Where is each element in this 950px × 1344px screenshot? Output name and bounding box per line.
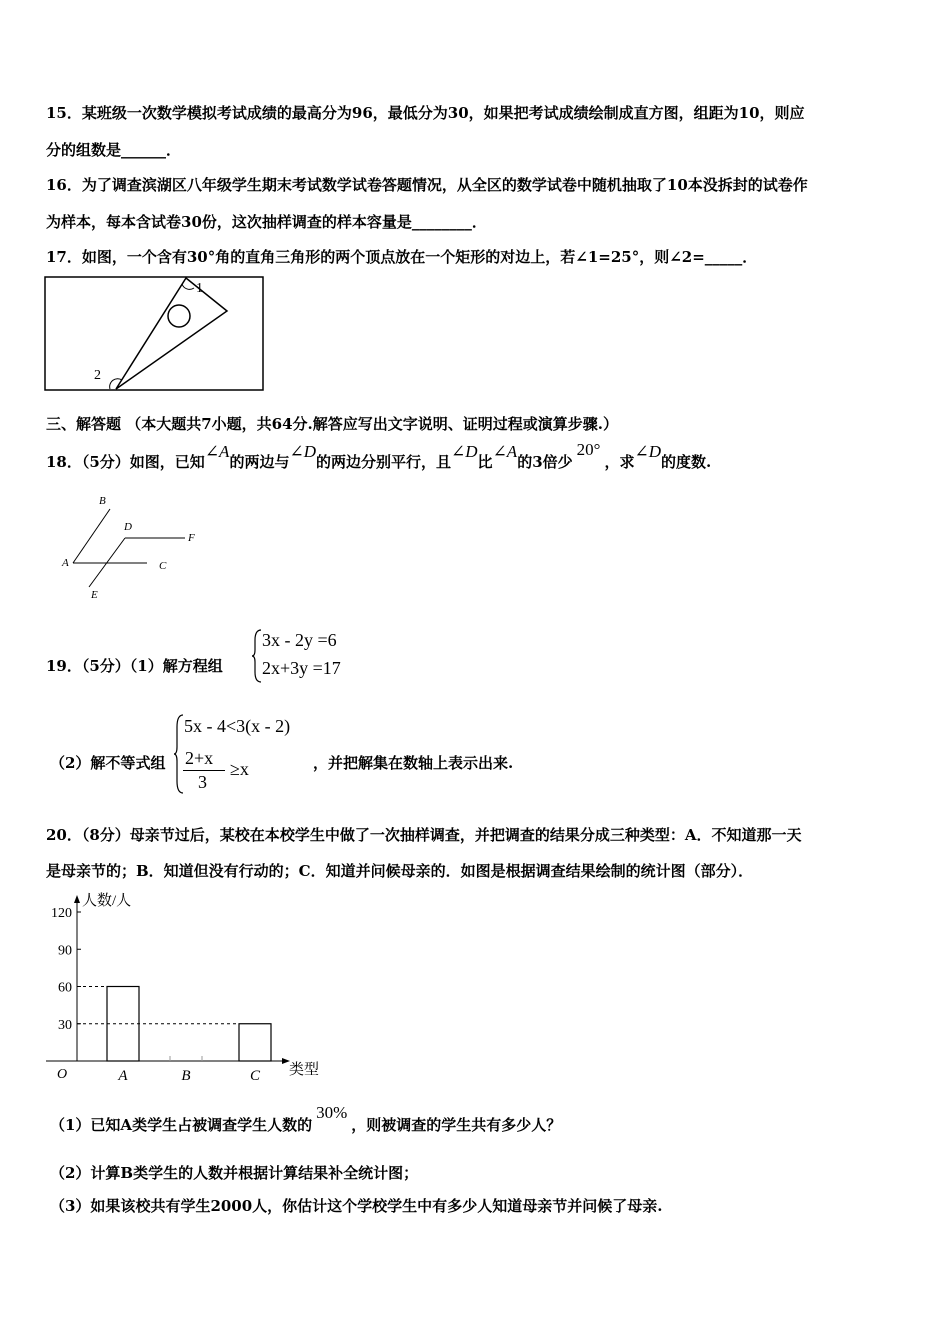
point-e-label: E	[91, 589, 98, 601]
q20-sub2: （2）计算B类学生的人数并根据计算结果补全统计图；	[50, 1164, 419, 1182]
q19-ineq2-rhs: ≥x	[230, 759, 249, 779]
q20-sub1-text-b: ，则被调查的学生共有多少人？	[351, 1116, 562, 1134]
x-category-label-a: A	[118, 1068, 128, 1084]
chart-marks	[51, 906, 271, 1084]
q19-ineq1: 5x - 4<3(x - 2)	[184, 716, 291, 736]
triangle-hole	[168, 305, 190, 327]
q18-text-3: 的两边分别平行，且	[316, 453, 452, 471]
point-d-label: D	[124, 521, 132, 533]
q16-line2: 为样本，每本含试卷30份，这次抽样调查的样本容量是________．	[46, 213, 487, 231]
q20-line1: 20．（8分）母亲节过后，某校在本校学生中做了一次抽样调查，并把调查的结果分成三种类型：A．不知道那一天	[46, 826, 802, 844]
q18-text-4: 比	[477, 453, 493, 471]
q19-eq1: 3x - 2y =6	[262, 630, 337, 650]
q20-line2: 是母亲节的；B．知道但没有行动的；C．知道并问候母亲的．如图是根据调查结果绘制的统计图（部分）．	[46, 862, 754, 880]
bar-c	[239, 1024, 271, 1061]
q19-part2-tail: ，并把解集在数轴上表示出来.	[313, 754, 514, 772]
q16-line1: 16．为了调查滨湖区八年级学生期末考试数学试卷答题情况，从全区的数学试卷中随机抽取了10本没拆封的试卷作	[46, 176, 808, 194]
q15-line2: 分的组数是______．	[46, 141, 182, 159]
q20-sub1	[50, 1103, 562, 1135]
q18-figure	[55, 488, 215, 604]
q18-angle-d2: ∠D	[451, 442, 478, 461]
q19-part2: （2）解不等式组	[50, 754, 166, 772]
q18-text-1: 18．（5分）如图，已知	[46, 453, 205, 471]
y-axis-arrow	[74, 895, 80, 903]
point-a-label: A	[62, 557, 69, 569]
y-tick-label-60: 60	[58, 980, 72, 996]
angle2-arc	[110, 379, 122, 389]
point-f-label: F	[188, 532, 195, 544]
y-tick-label-30: 30	[58, 1017, 72, 1033]
q18-angle-d: ∠D	[289, 442, 316, 461]
q18-text-6: ，求	[604, 453, 635, 471]
y-axis-label: 人数/人	[82, 893, 132, 909]
q19-ineq2-num: 2+x	[185, 748, 214, 768]
angle1-arc	[182, 284, 194, 289]
q18-text-7: 的度数.	[661, 453, 712, 471]
q18-text-5: 的3倍少	[517, 453, 573, 471]
point-c-label: C	[159, 560, 167, 572]
q17-figure	[44, 276, 266, 394]
q19-ineq2-den: 3	[198, 772, 207, 792]
y-tick-label-120: 120	[51, 906, 72, 921]
angle1-label: 1	[196, 281, 203, 296]
fraction-bar	[183, 770, 225, 771]
x-category-label-b: B	[181, 1068, 191, 1084]
q19-eq2: 2x+3y =17	[262, 658, 341, 678]
q20-sub3: （3）如果该校共有学生2000人，你估计这个学校学生中有多少人知道母亲节并问候了母亲.	[50, 1197, 663, 1215]
section-title: 三、解答题 （本大题共7小题，共64分.解答应写出文字说明、证明过程或演算步骤.）	[46, 415, 618, 433]
rectangle-shape	[45, 277, 263, 390]
q18-degree: 20°	[576, 440, 601, 459]
q19-part1: 19．（5分）（1）解方程组	[46, 657, 223, 675]
ray-AB	[73, 509, 110, 563]
q18-angle-a2: ∠A	[492, 442, 518, 461]
q18-angle-d3: ∠D	[634, 442, 661, 461]
origin-label: O	[57, 1067, 68, 1082]
bar-a	[107, 987, 139, 1062]
triangle-shape	[116, 278, 227, 389]
q17-line1: 17．如图，一个含有30°角的直角三角形的两个顶点放在一个矩形的对边上，若∠1=25°，则∠2=_____．	[46, 248, 758, 266]
y-tick-label-90: 90	[58, 943, 72, 959]
q20-sub1-percent: 30%	[316, 1103, 348, 1122]
x-category-label-c: C	[249, 1068, 261, 1084]
x-axis-label: 类型	[289, 1062, 320, 1078]
angle2-label: 2	[94, 368, 101, 383]
bar-chart	[40, 890, 340, 1090]
q18-angle-a: ∠A	[204, 442, 230, 461]
q20-sub1-text-a: （1）已知A类学生占被调查学生人数的	[50, 1116, 313, 1134]
q15-line1: 15．某班级一次数学模拟考试成绩的最高分为96，最低分为30，如果把考试成绩绘制成直方图，组距为10，则应	[46, 104, 805, 122]
point-b-label: B	[99, 495, 106, 507]
q18-text-2: 的两边与	[229, 453, 290, 471]
q18-line	[46, 440, 712, 472]
